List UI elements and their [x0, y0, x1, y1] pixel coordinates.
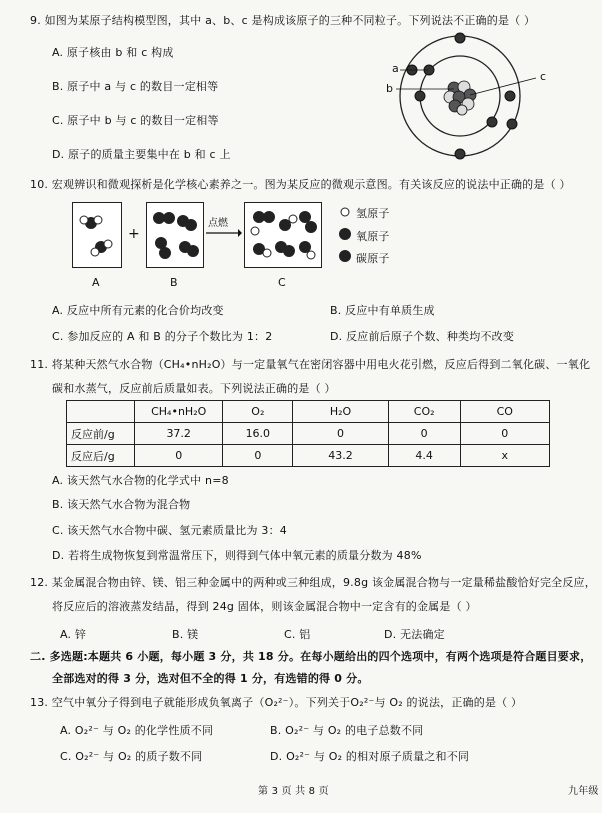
- table-row: [67, 445, 550, 467]
- box-a-label: A: [92, 276, 100, 289]
- plus-sign: +: [128, 226, 140, 242]
- box-c: [244, 202, 322, 268]
- q13-stem-pre: 13. 空气中氧分子得到电子就能形成负氧离子（: [30, 696, 265, 709]
- table-cell: x: [460, 445, 549, 467]
- q10-option-b[interactable]: B. 反应中有单质生成: [330, 304, 435, 317]
- label-b: b: [386, 82, 393, 95]
- label-a: a: [392, 62, 399, 75]
- oxygen-icon: [339, 228, 351, 240]
- q13-option-d[interactable]: D. O₂²⁻ 与 O₂ 的相对原子质量之和不同: [270, 750, 470, 763]
- table-row: [67, 423, 550, 445]
- ion-formula: O₂²⁻: [350, 696, 375, 709]
- electron: [455, 149, 465, 159]
- q11-option-d[interactable]: D. 若将生成物恢复到常温常压下，则得到气体中氧元素的质量分数为 48%: [52, 549, 422, 562]
- q11-stem-line2: 碳和水蒸气，反应前后质量如表。下列说法正确的是（ ）: [52, 382, 336, 395]
- legend-icons: [338, 206, 352, 266]
- q12-option-b[interactable]: B. 镁: [172, 628, 199, 641]
- q9-option-c[interactable]: C. 原子中 b 与 c 的数目一定相等: [52, 114, 219, 127]
- q10-stem: 10. 宏观辨识和微观探析是化学核心素养之一。图为某反应的微观示意图。有关该反应的说法中正确的是（ ）: [30, 178, 571, 191]
- arrow-label: 点燃: [208, 218, 228, 229]
- electron: [415, 91, 425, 101]
- q12-stem-line1: 12. 某金属混合物由锌、镁、铝三种金属中的两种或三种组成，9.8g 该金属混合物与一定量稀盐酸恰好完全反应，: [30, 576, 596, 589]
- box-b: [146, 202, 204, 268]
- electron: [455, 33, 465, 43]
- reaction-arrow: [204, 228, 242, 238]
- q13-stem-post: 与 O₂ 的说法，正确的是（ ）: [374, 696, 523, 709]
- table-header: O₂: [223, 401, 293, 423]
- mass-table: [66, 400, 550, 467]
- table-cell: 43.2: [293, 445, 388, 467]
- table-header: CO: [460, 401, 549, 423]
- table-cell: 0: [293, 423, 388, 445]
- hydrogen-icon: [341, 208, 349, 216]
- table-cell: 37.2: [135, 423, 223, 445]
- q10-option-c[interactable]: C. 参加反应的 A 和 B 的分子个数比为 1：2: [52, 330, 273, 343]
- q12-option-d[interactable]: D. 无法确定: [384, 628, 445, 641]
- q12-option-c[interactable]: C. 铝: [284, 628, 311, 641]
- q13-stem-mid: ）。下列关于: [288, 696, 351, 709]
- legend-oxygen: 氧原子: [356, 230, 390, 243]
- nucleus: [444, 81, 476, 115]
- table-cell: 0: [388, 423, 460, 445]
- box-c-label: C: [278, 276, 286, 289]
- q13-option-a[interactable]: A. O₂²⁻ 与 O₂ 的化学性质不同: [60, 724, 214, 737]
- table-header-row: [67, 401, 550, 423]
- q11-option-a[interactable]: A. 该天然气水合物的化学式中 n=8: [52, 474, 229, 487]
- table-cell: 反应后/g: [67, 445, 135, 467]
- q12-stem-line2: 将反应后的溶液蒸发结晶，得到 24g 固体，则该金属混合物中一定含有的金属是（ ）: [52, 600, 477, 613]
- q10-option-d[interactable]: D. 反应前后原子个数、种类均不改变: [330, 330, 515, 343]
- q11-stem-line1: 11. 将某种天然气水合物（CH₄•nH₂O）与一定量氧气在密闭容器中用电火花引燃，反应后得到二氧化碳、一氧化: [30, 358, 591, 371]
- table-cell: 0: [135, 445, 223, 467]
- legend-hydrogen: 氢原子: [356, 207, 390, 220]
- q9-option-d[interactable]: D. 原子的质量主要集中在 b 和 c 上: [52, 148, 231, 161]
- box-b-label: B: [170, 276, 178, 289]
- ion-formula: O₂²⁻: [264, 696, 289, 709]
- table-header: CH₄•nH₂O: [135, 401, 223, 423]
- table-header: [67, 401, 135, 423]
- q12-option-a[interactable]: A. 锌: [60, 628, 87, 641]
- q13-option-c[interactable]: C. O₂²⁻ 与 O₂ 的质子数不同: [60, 750, 203, 763]
- q11-option-b[interactable]: B. 该天然气水合物为混合物: [52, 498, 191, 511]
- q13-stem: [30, 694, 522, 710]
- q9-option-a[interactable]: A. 原子核由 b 和 c 构成: [52, 46, 174, 59]
- q11-option-c[interactable]: C. 该天然气水合物中碳、氢元素质量比为 3：4: [52, 524, 287, 537]
- table-header: CO₂: [388, 401, 460, 423]
- page-number: 第 3 页 共 8 页: [258, 786, 329, 797]
- section2-heading-line2: 全部选对的得 3 分，选对但不全的得 1 分，有选错的得 0 分。: [52, 672, 369, 685]
- electron: [507, 119, 517, 129]
- electron: [505, 91, 515, 101]
- electron: [487, 117, 497, 127]
- table-cell: 16.0: [223, 423, 293, 445]
- table-cell: 0: [223, 445, 293, 467]
- box-a: [72, 202, 122, 268]
- atom-model-diagram: [384, 32, 547, 160]
- q13-option-b[interactable]: B. O₂²⁻ 与 O₂ 的电子总数不同: [270, 724, 424, 737]
- label-c: c: [540, 70, 547, 83]
- table-cell: 0: [460, 423, 549, 445]
- table-cell: 4.4: [388, 445, 460, 467]
- grade-label: 九年级: [568, 786, 599, 797]
- carbon-icon: [339, 250, 351, 262]
- table-cell: 反应前/g: [67, 423, 135, 445]
- table-header: H₂O: [293, 401, 388, 423]
- legend-carbon: 碳原子: [356, 252, 390, 265]
- q9-stem: 9. 如图为某原子结构模型图，其中 a、b、c 是构成该原子的三种不同粒子。下列说法不正确的是（ ）: [30, 14, 536, 27]
- q9-option-b[interactable]: B. 原子中 a 与 c 的数目一定相等: [52, 80, 219, 93]
- section2-heading-line1: 二. 多选题:本题共 6 小题，每小题 3 分，共 18 分。在每小题给出的四个选项中，有两个选项是符合题目要求，: [30, 650, 592, 663]
- q10-option-a[interactable]: A. 反应中所有元素的化合价均改变: [52, 304, 224, 317]
